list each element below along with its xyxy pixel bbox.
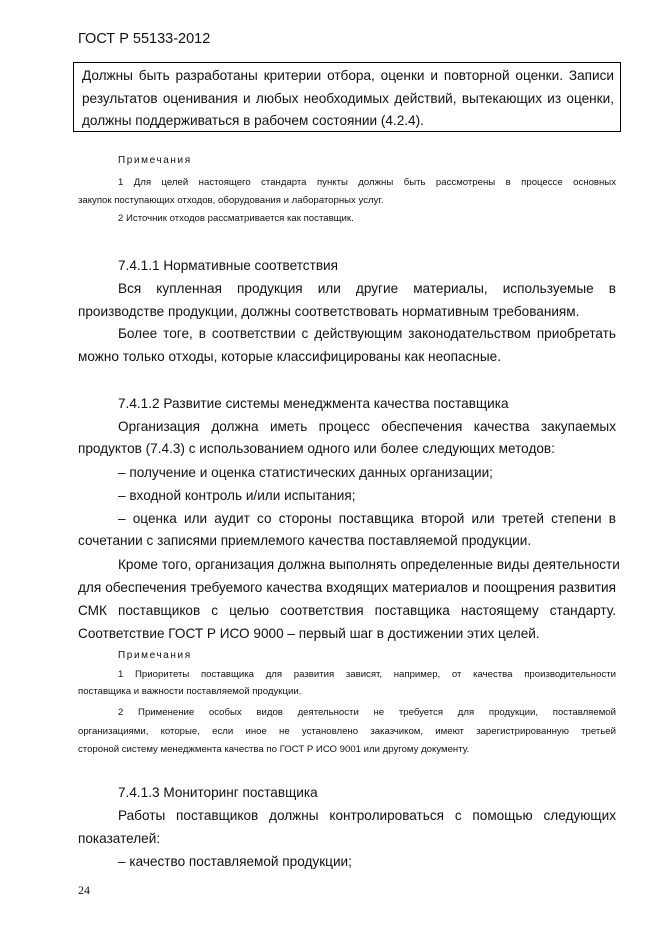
paragraph-line: показателей: xyxy=(78,831,161,846)
note-line: 1 Приоритеты поставщика для развития зависят, например, от качества производительности xyxy=(118,669,616,680)
note-line: стороной систему менеджмента качества по ГОСТ Р ИСО 9001 или другому документу. xyxy=(78,744,470,755)
note-line: закупок поступающих отходов, оборудования и лабораторных услуг. xyxy=(78,195,384,206)
paragraph-line: Более тоге, в соответствии с действующим законодательством приобретать xyxy=(118,326,616,341)
paragraph-line: Организация должна иметь процесс обеспечения качества закупаемых xyxy=(118,419,616,434)
list-item: – получение и оценка статистических данных организации; xyxy=(118,465,493,480)
note-line: организациями, которые, если иное не установлено заказчиком, имеют зарегистрированную третьей xyxy=(78,726,616,737)
paragraph-line: для обеспечения требуемого качества входящих материалов и поощрения развития xyxy=(78,580,616,595)
paragraph-line: Работы поставщиков должны контролироваться с помощью следующих xyxy=(118,808,616,823)
paragraph-line: СМК поставщиков с целью соответствия поставщика настоящему стандарту. xyxy=(78,603,616,618)
paragraph-line: производстве продукции, должны соответствовать нормативным требованиям. xyxy=(78,304,580,319)
requirement-box xyxy=(73,62,621,132)
notes-heading: Примечания xyxy=(118,155,192,166)
note-line: 2 Источник отходов рассматривается как поставщик. xyxy=(118,213,354,224)
note-line: 1 Для целей настоящего стандарта пункты должны быть рассмотрены в процессе основных xyxy=(118,177,616,188)
note-line: поставщика и важности поставляемой продукции. xyxy=(78,686,302,697)
paragraph-line: Соответствие ГОСТ Р ИСО 9000 – первый шаг в достижении этих целей. xyxy=(78,626,540,641)
page-number: 24 xyxy=(78,883,90,897)
section-title: 7.4.1.3 Мониторинг поставщика xyxy=(118,785,318,800)
list-item: – входной контроль и/или испытания; xyxy=(118,488,356,503)
notes-heading: Примечания xyxy=(118,650,192,661)
paragraph-line: Вся купленная продукция или другие материалы, используемые в xyxy=(118,281,616,296)
paragraph-line: можно только отходы, которые классифицированы как неопасные. xyxy=(78,349,502,364)
section-title: 7.4.1.1 Нормативные соответствия xyxy=(118,258,338,273)
document-code: ГОСТ Р 55133-2012 xyxy=(78,31,211,47)
paragraph-line: продуктов (7.4.3) с использованием одного или более следующих методов: xyxy=(78,441,555,456)
section-title: 7.4.1.2 Развитие системы менеджмента качества поставщика xyxy=(118,396,509,411)
list-item: – оценка или аудит со стороны поставщика второй или третей степени в xyxy=(118,511,616,526)
paragraph-line: Кроме того, организация должна выполнять определенные виды деятельности xyxy=(118,557,620,572)
list-item: – качество поставляемой продукции; xyxy=(118,854,352,869)
requirement-text: Должны быть разработаны критерии отбора, оценки и повторной оценки. Записи результатов оценивания и любых необходимых действий, вытекающих из оценки, должны поддерживаться в рабочем состоянии (4.2.4). xyxy=(82,68,614,128)
note-line: 2 Применение особых видов деятельности не требуется для продукции, поставляемой xyxy=(118,707,616,718)
paragraph-line: сочетании с записями приемлемого качества поставляемой продукции. xyxy=(78,533,532,548)
